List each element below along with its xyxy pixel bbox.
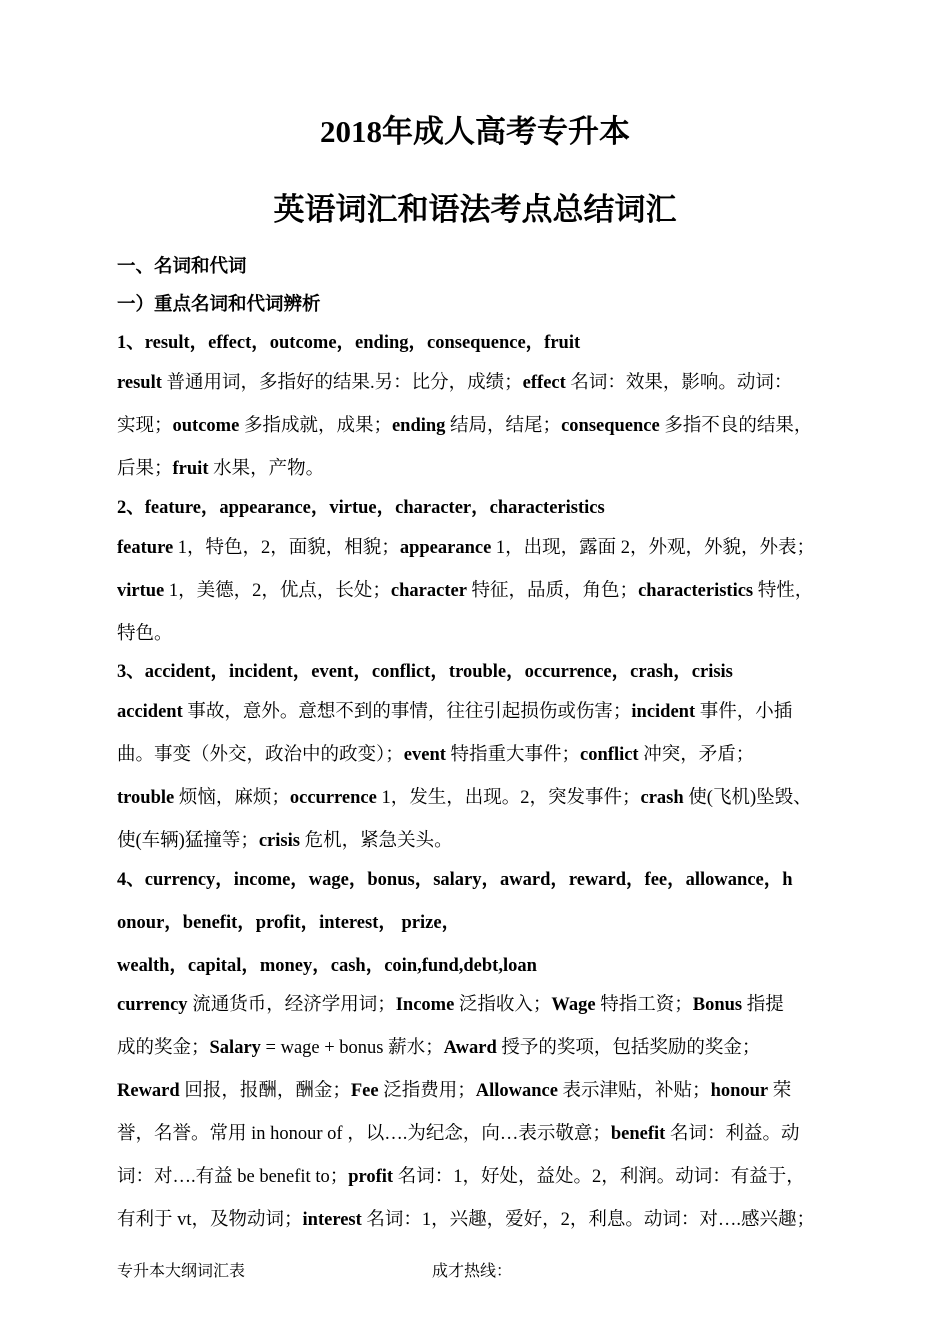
subsection-heading: 一）重点名词和代词辨析 bbox=[117, 295, 321, 315]
term: consequence bbox=[561, 416, 660, 436]
definition: 使(飞机)坠毁、 bbox=[683, 788, 812, 808]
term: outcome bbox=[172, 416, 240, 436]
definition: 表示津贴，补贴； bbox=[557, 1081, 711, 1101]
term: Salary bbox=[209, 1038, 261, 1058]
definition: 泛指费用； bbox=[378, 1081, 476, 1101]
item-4-heading-line-2: onour，benefit，profit，interest， prize， bbox=[117, 913, 461, 933]
item-4-line-6 bbox=[117, 1205, 815, 1231]
section-heading: 一、名词和代词 bbox=[117, 257, 247, 277]
term: Allowance bbox=[475, 1081, 558, 1101]
term: Reward bbox=[117, 1081, 180, 1101]
term: Fee bbox=[350, 1081, 379, 1101]
definition: 名词：利益。动 bbox=[665, 1124, 800, 1144]
footer-left: 专升本大纲词汇表 bbox=[117, 1263, 246, 1280]
item-3-line-2 bbox=[117, 740, 754, 766]
term: accident bbox=[117, 702, 183, 722]
item-2-line-2 bbox=[117, 576, 813, 602]
item-3-line-3 bbox=[117, 783, 812, 809]
item-4-line-3 bbox=[117, 1076, 791, 1102]
definition: 1，发生，出现。2，突发事件； bbox=[376, 788, 641, 808]
item-1-line-3 bbox=[117, 454, 324, 480]
term: profit bbox=[348, 1167, 394, 1187]
item-2-line-1 bbox=[117, 533, 815, 559]
text: 曲。事变（外交，政治中的政变）； bbox=[117, 745, 404, 765]
definition: 事件，小插 bbox=[695, 702, 793, 722]
definition: 荣 bbox=[768, 1081, 792, 1101]
text: 誉，名誉。常用 in honour of ，以….为纪念，向…表示敬意； bbox=[117, 1124, 611, 1144]
document-title-line2: 英语词汇和语法考点总结词汇 bbox=[273, 192, 677, 227]
item-4-line-4 bbox=[117, 1119, 799, 1145]
term: event bbox=[403, 745, 446, 765]
definition: 授予的奖项，包括奖励的奖金； bbox=[496, 1038, 761, 1058]
term: currency bbox=[117, 995, 188, 1015]
term: crash bbox=[640, 788, 684, 808]
term: occurrence bbox=[289, 788, 377, 808]
definition: 名词：1，兴趣，爱好，2，利息。动词：对….感兴趣； bbox=[361, 1210, 816, 1230]
item-4-heading-line-3: wealth，capital，money，cash，coin,fund,debt,loan bbox=[117, 956, 537, 976]
document-title-line1: 2018年成人高考专升本 bbox=[320, 114, 630, 149]
definition: 事故，意外。意想不到的事情，往往引起损伤或伤害； bbox=[182, 702, 632, 722]
text: 词：对….有益 be benefit to； bbox=[117, 1167, 349, 1187]
term: character bbox=[390, 581, 467, 601]
term: virtue bbox=[117, 581, 165, 601]
definition: 1，出现，露面 2，外观，外貌，外表； bbox=[491, 538, 816, 558]
definition: 流通货币，经济学用词； bbox=[187, 995, 396, 1015]
definition: 普通用词，多指好的结果.另：比分，成绩； bbox=[161, 373, 523, 393]
term: Bonus bbox=[692, 995, 743, 1015]
term: characteristics bbox=[638, 581, 754, 601]
definition: 结局，结尾； bbox=[445, 416, 562, 436]
term: Award bbox=[443, 1038, 497, 1058]
term: Wage bbox=[551, 995, 596, 1015]
item-2-heading: 2、feature，appearance，virtue，character，characteristics bbox=[117, 498, 605, 518]
footer-right: 成才热线： bbox=[432, 1263, 513, 1280]
definition: 特性， bbox=[753, 581, 814, 601]
definition: 回报，报酬，酬金； bbox=[179, 1081, 351, 1101]
term: trouble bbox=[117, 788, 175, 808]
definition: 多指不良的结果， bbox=[659, 416, 813, 436]
definition: 冲突，矛盾； bbox=[638, 745, 755, 765]
term: appearance bbox=[399, 538, 492, 558]
term: benefit bbox=[610, 1124, 666, 1144]
term: Income bbox=[395, 995, 455, 1015]
term: ending bbox=[391, 416, 446, 436]
item-4-line-1 bbox=[117, 990, 784, 1016]
item-3-line-1 bbox=[117, 697, 792, 723]
definition: 危机，紧急关头。 bbox=[299, 831, 453, 851]
item-4-heading-line-1: 4、currency，income，wage，bonus，salary，award，reward，fee，allowance，h bbox=[117, 870, 793, 890]
text: 实现； bbox=[117, 416, 173, 436]
definition: = wage + bonus 薪水； bbox=[260, 1038, 444, 1058]
term: incident bbox=[631, 702, 696, 722]
text: 后果； bbox=[117, 459, 173, 479]
definition: 泛指收入； bbox=[454, 995, 552, 1015]
term: effect bbox=[522, 373, 566, 393]
definition: 特指重大事件； bbox=[445, 745, 581, 765]
definition: 1，特色，2，面貌，相貌； bbox=[173, 538, 400, 558]
term: crisis bbox=[258, 831, 300, 851]
definition: 名词：效果，影响。动词： bbox=[565, 373, 793, 393]
item-1-line-2 bbox=[117, 411, 812, 437]
text: 有利于 vt，及物动词； bbox=[117, 1210, 303, 1230]
term: fruit bbox=[172, 459, 209, 479]
term: honour bbox=[710, 1081, 769, 1101]
term: result bbox=[117, 373, 162, 393]
definition: 特征，品质，角色； bbox=[466, 581, 639, 601]
definition: 名词：1，好处，益处。2，利润。动词：有益于， bbox=[393, 1167, 805, 1187]
item-4-line-2 bbox=[117, 1033, 760, 1059]
item-3-line-4 bbox=[117, 826, 453, 852]
term: interest bbox=[302, 1210, 362, 1230]
definition: 特指工资； bbox=[595, 995, 693, 1015]
item-2-line-3 bbox=[117, 619, 173, 645]
text: 成的奖金； bbox=[117, 1038, 210, 1058]
text: 使(车辆)猛撞等； bbox=[117, 831, 259, 851]
term: conflict bbox=[580, 745, 639, 765]
definition: 水果，产物。 bbox=[208, 459, 325, 479]
item-1-line-1 bbox=[117, 368, 792, 394]
definition: 多指成就，成果； bbox=[239, 416, 392, 436]
item-4-line-5 bbox=[117, 1162, 805, 1188]
term: feature bbox=[117, 538, 174, 558]
definition: 指提 bbox=[742, 995, 784, 1015]
item-1-heading: 1、result，effect，outcome，ending，consequence，fruit bbox=[117, 333, 581, 353]
text: 特色。 bbox=[117, 624, 173, 644]
definition: 烦恼，麻烦； bbox=[174, 788, 290, 808]
definition: 1，美德，2，优点，长处； bbox=[164, 581, 391, 601]
item-3-heading: 3、accident，incident，event，conflict，trouble，occurrence，crash，crisis bbox=[117, 662, 733, 682]
